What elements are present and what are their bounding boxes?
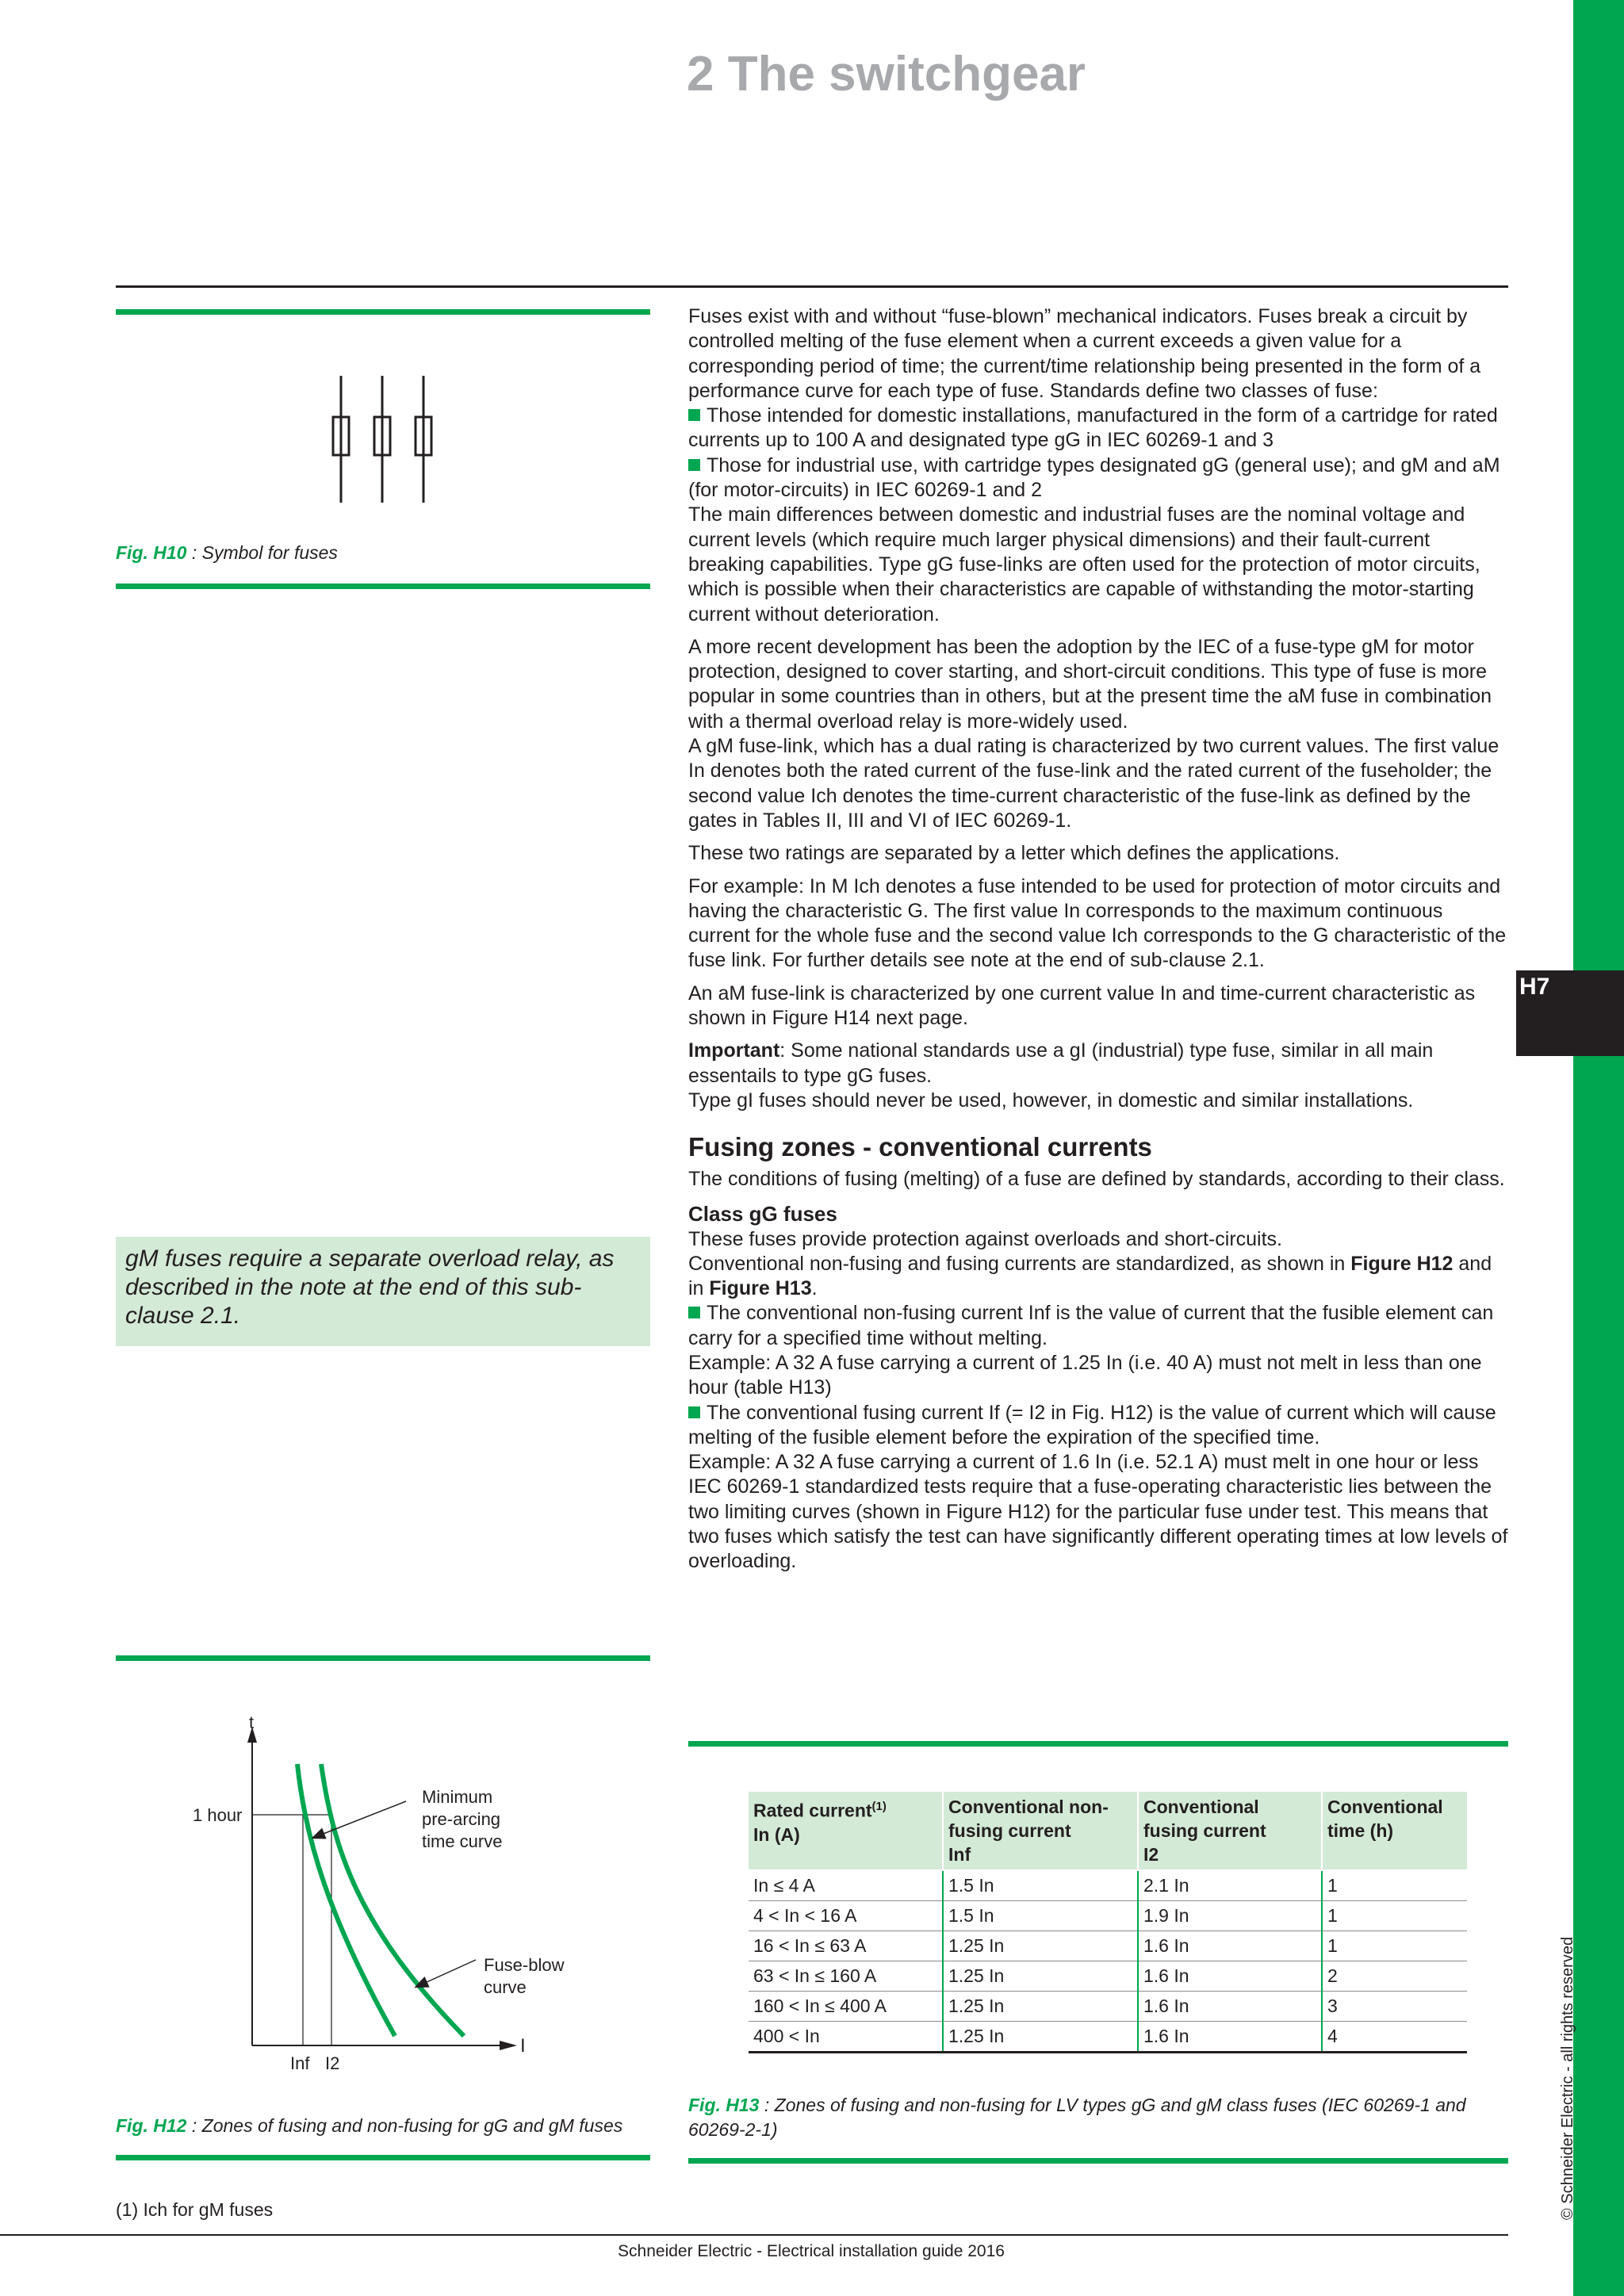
fig-h10-caption-text: : Symbol for fuses xyxy=(186,542,338,563)
table-cell: In ≤ 4 A xyxy=(749,1870,943,1901)
paragraph-text: and in xyxy=(688,1252,1492,1300)
table-cell: 400 < In xyxy=(749,2022,943,2053)
header-text: Inf xyxy=(948,1844,971,1865)
table-cell: 1 xyxy=(1322,1901,1467,1931)
bullet-text: Those for industrial use, with cartridge types designated gG (general use); and gM and aM (for motor-circuits) in IEC 60269-1 and 2 xyxy=(688,453,1500,502)
fusing-currents-table xyxy=(749,1792,1467,2053)
fig-h10-bottom-rule xyxy=(116,584,650,589)
blow-curve-label-2: curve xyxy=(484,1977,527,1997)
table-cell: 1.25 In xyxy=(943,1992,1138,2022)
paragraph-text: . xyxy=(811,1277,818,1300)
figure-reference: Figure H12 xyxy=(1350,1252,1454,1275)
i2-label: I2 xyxy=(325,2053,340,2073)
footnote: (1) Ich for gM fuses xyxy=(116,2199,274,2220)
paragraph: The main differences between domestic and industrial fuses are the nominal voltage and current levels (which require much larger physical dimensions) and their fault-current breaking capabilities. Type gG fuse-links are often used for the protection of motor circuits, which is possible when their characteristics are capable of withstanding the motor-starting current without deterioration. xyxy=(688,503,1480,626)
figure-reference: Figure H13 xyxy=(709,1277,812,1300)
axes xyxy=(247,1727,517,2050)
paragraph xyxy=(688,1039,1508,1089)
fig-h13-caption xyxy=(688,2093,1508,2142)
paragraph: Example: A 32 A fuse carrying a current of 1.25 In (i.e. 40 A) must not melt in less than one hour (table H13) xyxy=(688,1351,1482,1399)
table-cell: 63 < In ≤ 160 A xyxy=(749,1961,943,1992)
table-cell: 3 xyxy=(1322,1992,1467,2022)
min-curve-label-2: pre-arcing xyxy=(422,1809,501,1829)
table-cell: 1.6 In xyxy=(1138,1931,1322,1961)
table-row xyxy=(749,1870,1467,1901)
bullet-square-icon xyxy=(688,409,700,421)
header-text: I2 xyxy=(1143,1844,1159,1865)
fig-h12-caption-text: : Zones of fusing and non-fusing for gG and gM fuses xyxy=(186,2115,623,2136)
table-row xyxy=(749,1992,1467,2022)
fig-h12-bottom-rule xyxy=(116,2155,650,2160)
table-cell: 1.5 In xyxy=(943,1901,1138,1931)
paragraph: Fuses exist with and without “fuse-blown” mechanical indicators. Fuses break a circuit by controlled melting of the fuse element when a current exceeds a given value for a corresponding period of time; the current/time relationship being presented in the form of a performance curve for each type of fuse. Standards define two classes of fuse: xyxy=(688,305,1481,402)
fig-h13-number: Fig. H13 xyxy=(688,2095,760,2115)
note-box: gM fuses require a separate overload relay, as described in the note at the end of this sub-clause 2.1. xyxy=(116,1237,650,1346)
paragraph: These two ratings are separated by a letter which defines the applications. xyxy=(688,842,1340,865)
side-color-bar xyxy=(1573,0,1624,2296)
footer-text: Schneider Electric - Electrical installation guide 2016 xyxy=(618,2242,1005,2260)
table-cell: 1 xyxy=(1322,1870,1467,1901)
bullet-text: Those intended for domestic installations, manufactured in the form of a cartridge for rated currents up to 100 A and designated type gG in IEC 60269-1 and 3 xyxy=(688,404,1498,452)
table-cell: 2.1 In xyxy=(1138,1870,1322,1901)
footer-rule xyxy=(0,2234,1508,2236)
paragraph: Type gI fuses should never be used, however, in domestic and similar installations. xyxy=(688,1089,1414,1112)
paragraph: The conditions of fusing (melting) of a fuse are defined by standards, according to their class. xyxy=(688,1168,1505,1191)
table-cell: 1.6 In xyxy=(1138,1961,1322,1992)
table-cell: 1.5 In xyxy=(943,1870,1138,1901)
bullet-square-icon xyxy=(688,459,700,471)
paragraph xyxy=(688,1252,1508,1302)
fig-h13-top-rule xyxy=(688,1741,1508,1747)
table-cell: 2 xyxy=(1322,1961,1467,1992)
paragraph-text: Conventional non-fusing and fusing currents are standardized, as shown in xyxy=(688,1252,1351,1275)
table-cell: 4 < In < 16 A xyxy=(749,1901,943,1931)
inf-label: Inf xyxy=(290,2053,310,2073)
fig-h10-caption xyxy=(116,542,338,564)
fig-h12-number: Fig. H12 xyxy=(116,2115,187,2136)
header-text: Rated current xyxy=(753,1800,872,1821)
bullet-square-icon xyxy=(688,1307,700,1318)
section-heading: Fusing zones - conventional currents xyxy=(688,1132,1152,1162)
table-header-row xyxy=(749,1792,1467,1870)
bullet-item xyxy=(688,453,1508,503)
paragraph: Example: A 32 A fuse carrying a current of 1.6 In (i.e. 52.1 A) must melt in one hour or less xyxy=(688,1451,1479,1474)
main-text xyxy=(688,304,1508,1575)
header-text: fusing current xyxy=(1143,1820,1266,1841)
page-footer xyxy=(0,2242,1624,2261)
min-curve-label-1: Minimum xyxy=(422,1787,493,1807)
i-axis-label: I xyxy=(520,2035,526,2057)
table-cell: 1.25 In xyxy=(943,1961,1138,1992)
paragraph: A more recent development has been the adoption by the IEC of a fuse-type gM for motor protection, designed to cover starting, and short-circuit conditions. This type of fuse is more popular in some countries than in others, but at the present time the aM fuse in combination with a thermal overload relay is more-widely used. xyxy=(688,635,1492,733)
table-row xyxy=(749,1901,1467,1931)
min-pre-arcing-curve xyxy=(297,1764,395,2036)
table-cell: 1 xyxy=(1322,1931,1467,1961)
chapter-title: 2 The switchgear xyxy=(687,47,1086,101)
important-label: Important xyxy=(688,1039,780,1062)
bullet-item xyxy=(688,1301,1508,1351)
header-text: Conventional non- xyxy=(948,1797,1109,1817)
table-cell: 16 < In ≤ 63 A xyxy=(749,1931,943,1961)
col-conventional-time xyxy=(1322,1792,1467,1870)
header-text: Conventional xyxy=(1327,1797,1443,1817)
header-text: In (A) xyxy=(753,1823,800,1845)
fig-h10-top-rule xyxy=(116,309,650,315)
col-non-fusing-current xyxy=(943,1792,1138,1870)
table-cell: 1.6 In xyxy=(1138,2022,1322,2053)
table-cell: 1.6 In xyxy=(1138,1992,1322,2022)
fig-h13-bottom-rule xyxy=(688,2158,1508,2164)
t-axis-label: t xyxy=(249,1712,255,1732)
fig-h12-top-rule xyxy=(116,1655,650,1661)
header-rule xyxy=(116,285,1508,288)
fig-h12-caption xyxy=(116,2115,622,2137)
table-cell: 1.25 In xyxy=(943,1931,1138,1961)
header-text: time (h) xyxy=(1327,1820,1394,1841)
paragraph: A gM fuse-link, which has a dual rating is characterized by two current values. The first value In denotes both the rated current of the fuse-link and the rated current of the fuseholder; the second value Ich denotes the time-current characteristic of the fuse-link as defined by the gates in Tables II, III and VI of IEC 60269-1. xyxy=(688,735,1500,832)
col-rated-current xyxy=(749,1792,943,1870)
page-tab-label: H7 xyxy=(1519,974,1550,1000)
bullet-square-icon xyxy=(688,1406,700,1418)
paragraph: IEC 60269-1 standardized tests require that a fuse-operating characteristic lies between the two limiting curves (shown in Figure H12) for the particular fuse under test. This means that two fuses which satisfy the test can have significantly different operating times at low levels of overloading. xyxy=(688,1475,1508,1573)
bullet-item xyxy=(688,404,1508,453)
paragraph: An aM fuse-link is characterized by one current value In and time-current characteristic as shown in Figure H14 next page. xyxy=(688,982,1476,1030)
header-text: fusing current xyxy=(948,1820,1071,1841)
table-row xyxy=(749,1931,1467,1961)
header-text: Conventional xyxy=(1143,1797,1259,1817)
subsection-heading: Class gG fuses xyxy=(688,1201,837,1226)
table-cell: 4 xyxy=(1322,2022,1467,2053)
paragraph-text: : Some national standards use a gI (industrial) type fuse, similar in all main essentails to type gG fuses. xyxy=(688,1039,1434,1087)
bullet-item xyxy=(688,1401,1508,1451)
paragraph: These fuses provide protection against overloads and short-circuits. xyxy=(688,1227,1282,1250)
paragraph: For example: In M Ich denotes a fuse intended to be used for protection of motor circuits and having the characteristic G. The first value In corresponds to the maximum continuous current for the whole fuse and the second value Ich corresponds to the G characteristic of the fuse link. For further details see note at the end of sub-clause 2.1. xyxy=(688,874,1507,972)
table-row xyxy=(749,1961,1467,1992)
fig-h10-number: Fig. H10 xyxy=(116,542,187,563)
min-curve-label-3: time curve xyxy=(422,1831,503,1851)
col-fusing-current xyxy=(1138,1792,1322,1870)
blow-curve-pointer xyxy=(416,1960,476,1987)
fig-h12-diagram xyxy=(159,1712,603,2093)
one-hour-label: 1 hour xyxy=(193,1805,243,1825)
fuse-symbol-icon xyxy=(317,373,452,507)
i-axis-arrow-icon xyxy=(500,2041,517,2050)
table-cell: 1.9 In xyxy=(1138,1901,1322,1931)
fig-h13-caption-text: : Zones of fusing and non-fusing for LV types gG and gM class fuses (IEC 60269-1 and 60269-2-1) xyxy=(688,2095,1466,2140)
table-row xyxy=(749,2022,1467,2053)
page-tab xyxy=(1516,970,1624,1056)
table-cell: 1.25 In xyxy=(943,2022,1138,2053)
table-cell: 160 < In ≤ 400 A xyxy=(749,1992,943,2022)
footnote-marker: (1) xyxy=(871,1800,887,1813)
bullet-text: The conventional fusing current If (= I2 in Fig. H12) is the value of current which will cause melting of the fusible element before the expiration of the specified time. xyxy=(688,1401,1496,1448)
copyright-notice: © Schneider Electric - all rights reserved xyxy=(1559,1936,1576,2220)
blow-curve-label-1: Fuse-blow xyxy=(484,1955,565,1975)
bullet-text: The conventional non-fusing current Inf is the value of current that the fusible element can carry for a specified time without melting. xyxy=(688,1302,1494,1349)
